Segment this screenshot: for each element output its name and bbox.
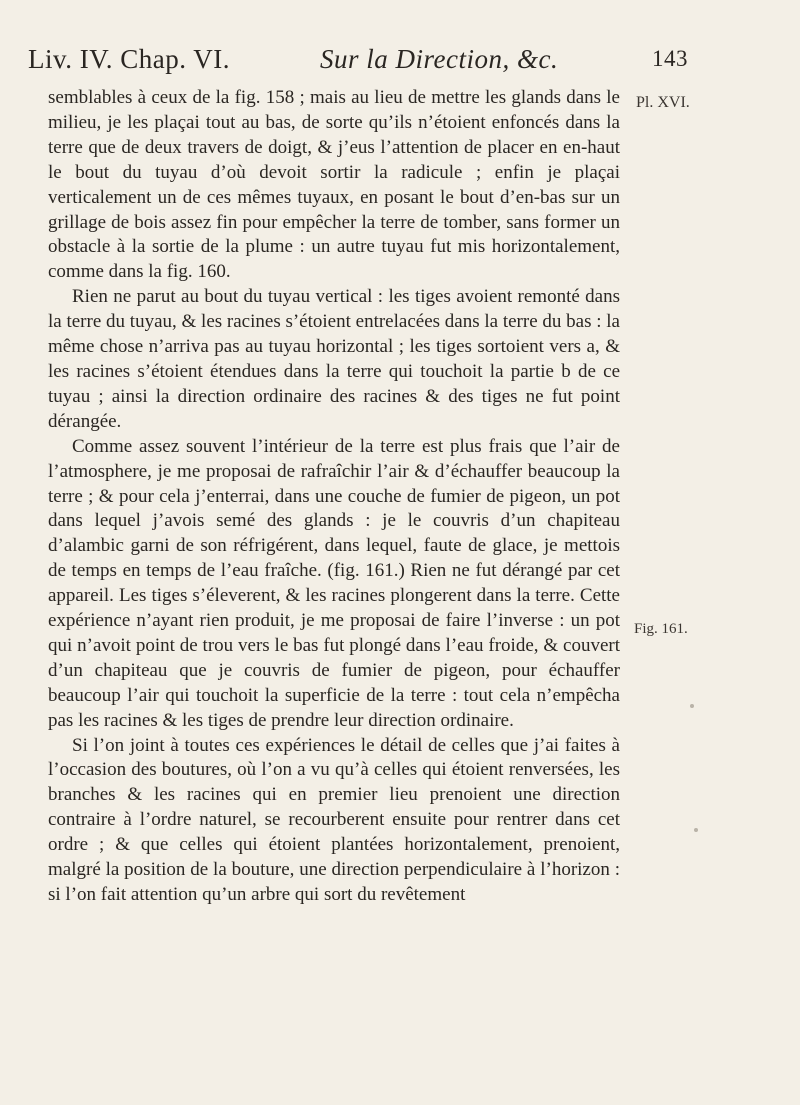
paper-speck [694,828,698,832]
chapter-heading: Liv. IV. Chap. VI. [28,44,230,74]
margin-note-plate: Pl. XVI. [636,94,690,111]
running-header [28,44,688,84]
paragraph: semblables à ceux de la fig. 158 ; mais au lieu de mettre les glands dans le milieu, je les plaçai tout au bas, de sorte qu’ils n’étoient enfoncés dans la terre que de deux travers de doigt, & j’eus l’attention de placer en en-haut le bout du tuyau d’où devoit sortir la radicule ; enfin je plaçai verticalement un de ces mêmes tuyaux, en posant le bout d’en-bas sur un grillage de bois assez fin pour empêcher la terre de tomber, sans former un obstacle à la sortie de la plume : un autre tuyau fut mis horizontalement, comme dans la fig. 160. [48,87,620,283]
paragraph: Rien ne parut au bout du tuyau vertical : les tiges avoient remonté dans la terre du tuyau, & les racines s’étoient entrelacées dans la terre du bas : la même chose n’arriva pas au tuyau horizontal ; les tiges sortoient vers a, & les racines s’étoient étendues dans la terre qui touchoit la partie b de ce tuyau ; ainsi la direction ordinaire des racines & des tiges ne fut point dérangée. [48,286,620,432]
body-text [48,86,620,908]
margin-note-figure: Fig. 161. [634,621,688,637]
paper-speck [690,704,694,708]
page-number: 143 [652,46,688,71]
paragraph: Comme assez souvent l’intérieur de la terre est plus frais que l’air de l’atmosphere, je me proposai de rafraîchir l’air & d’échauffer beaucoup la terre ; & pour cela j’enterrai, dans une couche de fumier de pigeon, un pot dans lequel j’avois semé des glands : je le couvris d’un chapiteau d’alambic garni de son réfrigérent, dans lequel, faute de glace, je mettois de temps en temps de l’eau fraîche. (fig. 161.) Rien ne fut dérangé par cet appareil. Les tiges s’éleverent, & les racines plongerent dans la terre. Cette expérience n’ayant rien produit, je me proposai de faire l’inverse : un pot qui n’avoit point de trou vers le bas fut plongé dans l’eau froide, & couvert d’un chapiteau que je couvris de fumier de pigeon, pour échauffer beaucoup l’air qui touchoit la superficie de la terre : tout cela n’empêcha pas les racines & les tiges de prendre leur direction ordinaire. [48,435,620,731]
section-title: Sur la Direction, &c. [320,44,559,74]
paragraph: Si l’on joint à toutes ces expériences le détail de celles que j’ai faites à l’occasion des boutures, où l’on a vu qu’à celles qui étoient renversées, les branches & les racines qui en premier lieu prenoient une direction contraire à l’ordre naturel, se recourberent ensuite pour rentrer dans cet ordre ; & que celles qui étoient plantées horizontalement, prenoient, malgré la position de la bouture, une direction perpendiculaire à l’horizon : si l’on fait attention qu’un arbre qui sort du revêtement [48,734,620,905]
